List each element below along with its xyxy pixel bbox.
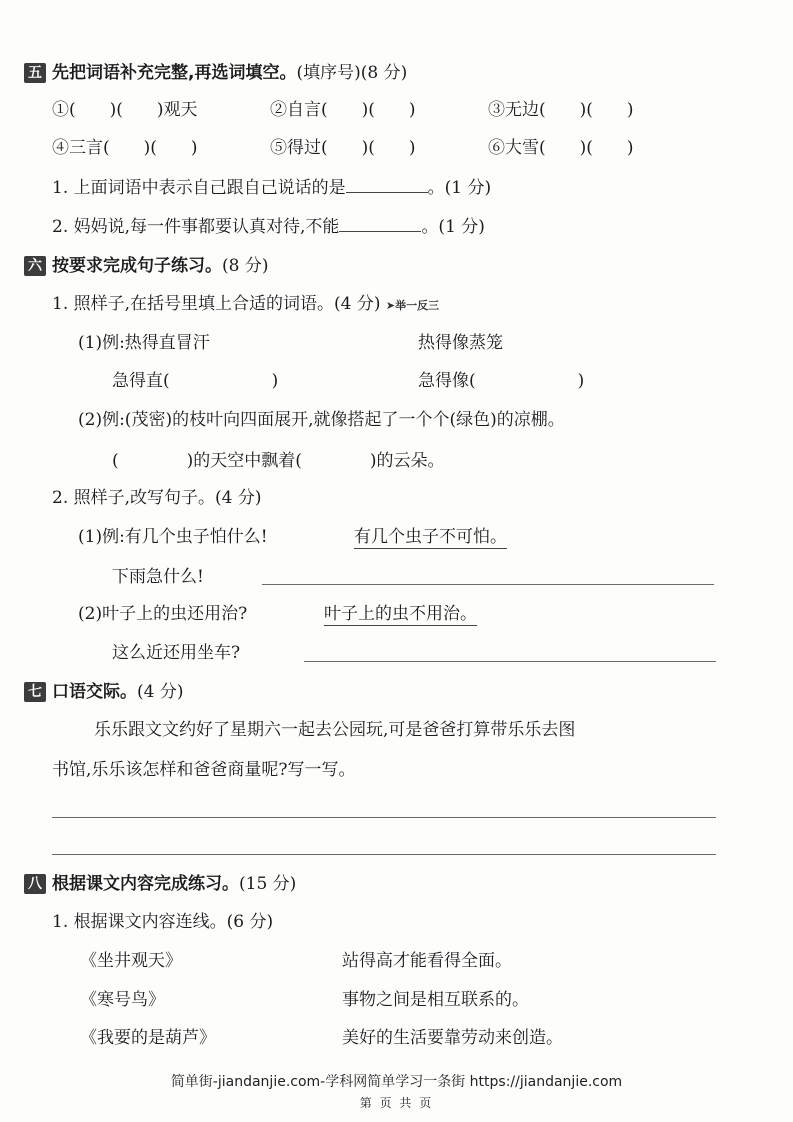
section-5-heading	[52, 62, 407, 84]
section-8-score: (15 分)	[239, 874, 297, 894]
lesson-meaning-2[interactable]: 事物之间是相互联系的。	[342, 990, 529, 1010]
section-5-question-2	[52, 215, 485, 238]
question-text: 1. 照样子,在括号里填上合适的词语。(4 分)	[52, 294, 381, 314]
idiom-item-1: ①( )( )观天	[52, 100, 198, 120]
page-number: 第 页 共 页	[359, 1096, 434, 1110]
underlined-answer: 有几个虫子不可怕。	[354, 527, 507, 547]
section-6-number-badge: 六	[24, 256, 46, 276]
section-5-question-1	[52, 176, 491, 199]
section-8-question-1: 1. 根据课文内容连线。(6 分)	[52, 912, 274, 932]
section-7-answer-line-2[interactable]	[52, 854, 716, 855]
idiom-item-3: ③无边( )( )	[488, 100, 634, 120]
section-5-score: (填序号)(8 分)	[296, 63, 408, 83]
section-8-number-badge: 八	[24, 874, 46, 894]
section-6-heading	[52, 255, 268, 277]
lesson-title-1[interactable]: 《坐井观天》	[80, 951, 182, 971]
section-7-answer-line-1[interactable]	[52, 817, 716, 818]
fill-1-right[interactable]: 急得像( )	[418, 371, 585, 391]
idiom-item-5: ⑤得过( )( )	[270, 138, 416, 158]
section-7-heading	[52, 681, 183, 703]
lesson-meaning-1[interactable]: 站得高才能看得全面。	[342, 951, 512, 971]
section-6-title: 按要求完成句子练习。	[52, 256, 222, 276]
section-6-question-1	[52, 293, 439, 317]
footer-watermark-text: 简单街-jiandanjie.com-学科网简单学习一条街 https://jiandanjie.com	[170, 1074, 623, 1090]
rewrite-task-1-answer-line[interactable]	[262, 584, 714, 585]
practice-tag: ➤举一反三	[385, 299, 440, 312]
section-7-number-badge: 七	[24, 682, 46, 702]
rewrite-task-2: 这么近还用坐车?	[112, 643, 241, 663]
rewrite-task-1: 下雨急什么!	[112, 567, 204, 587]
fill-2[interactable]: ( )的天空中飘着( )的云朵。	[112, 451, 445, 471]
lesson-title-3[interactable]: 《我要的是葫芦》	[80, 1028, 216, 1048]
answer-blank[interactable]	[346, 176, 428, 193]
example-1-left: (1)例:热得直冒汗	[78, 333, 210, 353]
section-8-heading	[52, 873, 296, 895]
section-6-score: (8 分)	[222, 256, 269, 276]
idiom-item-6: ⑥大雪( )( )	[488, 138, 634, 158]
section-6-question-2: 2. 照样子,改写句子。(4 分)	[52, 488, 262, 508]
idiom-item-4: ④三言( )( )	[52, 138, 198, 158]
lesson-title-2[interactable]: 《寒号鸟》	[80, 990, 165, 1010]
answer-blank[interactable]	[339, 215, 421, 232]
rewrite-task-2-answer-line[interactable]	[304, 661, 716, 662]
question-score: 。(1 分)	[421, 217, 485, 237]
section-7-paragraph-line-2: 书馆,乐乐该怎样和爸爸商量呢?写一写。	[52, 760, 356, 780]
section-7-score: (4 分)	[137, 682, 184, 702]
question-score: 。(1 分)	[427, 178, 492, 198]
section-5-number-badge: 五	[24, 63, 46, 83]
section-5-title: 先把词语补充完整,再选词填空。	[52, 63, 297, 83]
section-7-paragraph-line-1: 乐乐跟文文约好了星期六一起去公园玩,可是爸爸打算带乐乐去图	[94, 720, 576, 740]
rewrite-example-2: (2)叶子上的虫还用治?	[78, 604, 248, 624]
fill-1-left[interactable]: 急得直( )	[112, 371, 279, 391]
idiom-item-2: ②自言( )( )	[270, 100, 416, 120]
section-7-title: 口语交际。	[52, 682, 137, 702]
question-text: 1. 上面词语中表示自己跟自己说话的是	[52, 178, 346, 198]
rewrite-example-2-answer	[324, 603, 477, 625]
section-8-title: 根据课文内容完成练习。	[52, 874, 239, 894]
lesson-meaning-3[interactable]: 美好的生活要靠劳动来创造。	[342, 1028, 563, 1048]
example-2: (2)例:(茂密)的枝叶向四面展开,就像搭起了一个个(绿色)的凉棚。	[78, 410, 565, 430]
question-text: 2. 妈妈说,每一件事都要认真对待,不能	[52, 217, 340, 237]
underlined-answer: 叶子上的虫不用治。	[324, 604, 477, 624]
example-1-right: 热得像蒸笼	[418, 333, 503, 353]
rewrite-example-1: (1)例:有几个虫子怕什么!	[78, 527, 268, 547]
rewrite-example-1-answer	[354, 526, 507, 548]
